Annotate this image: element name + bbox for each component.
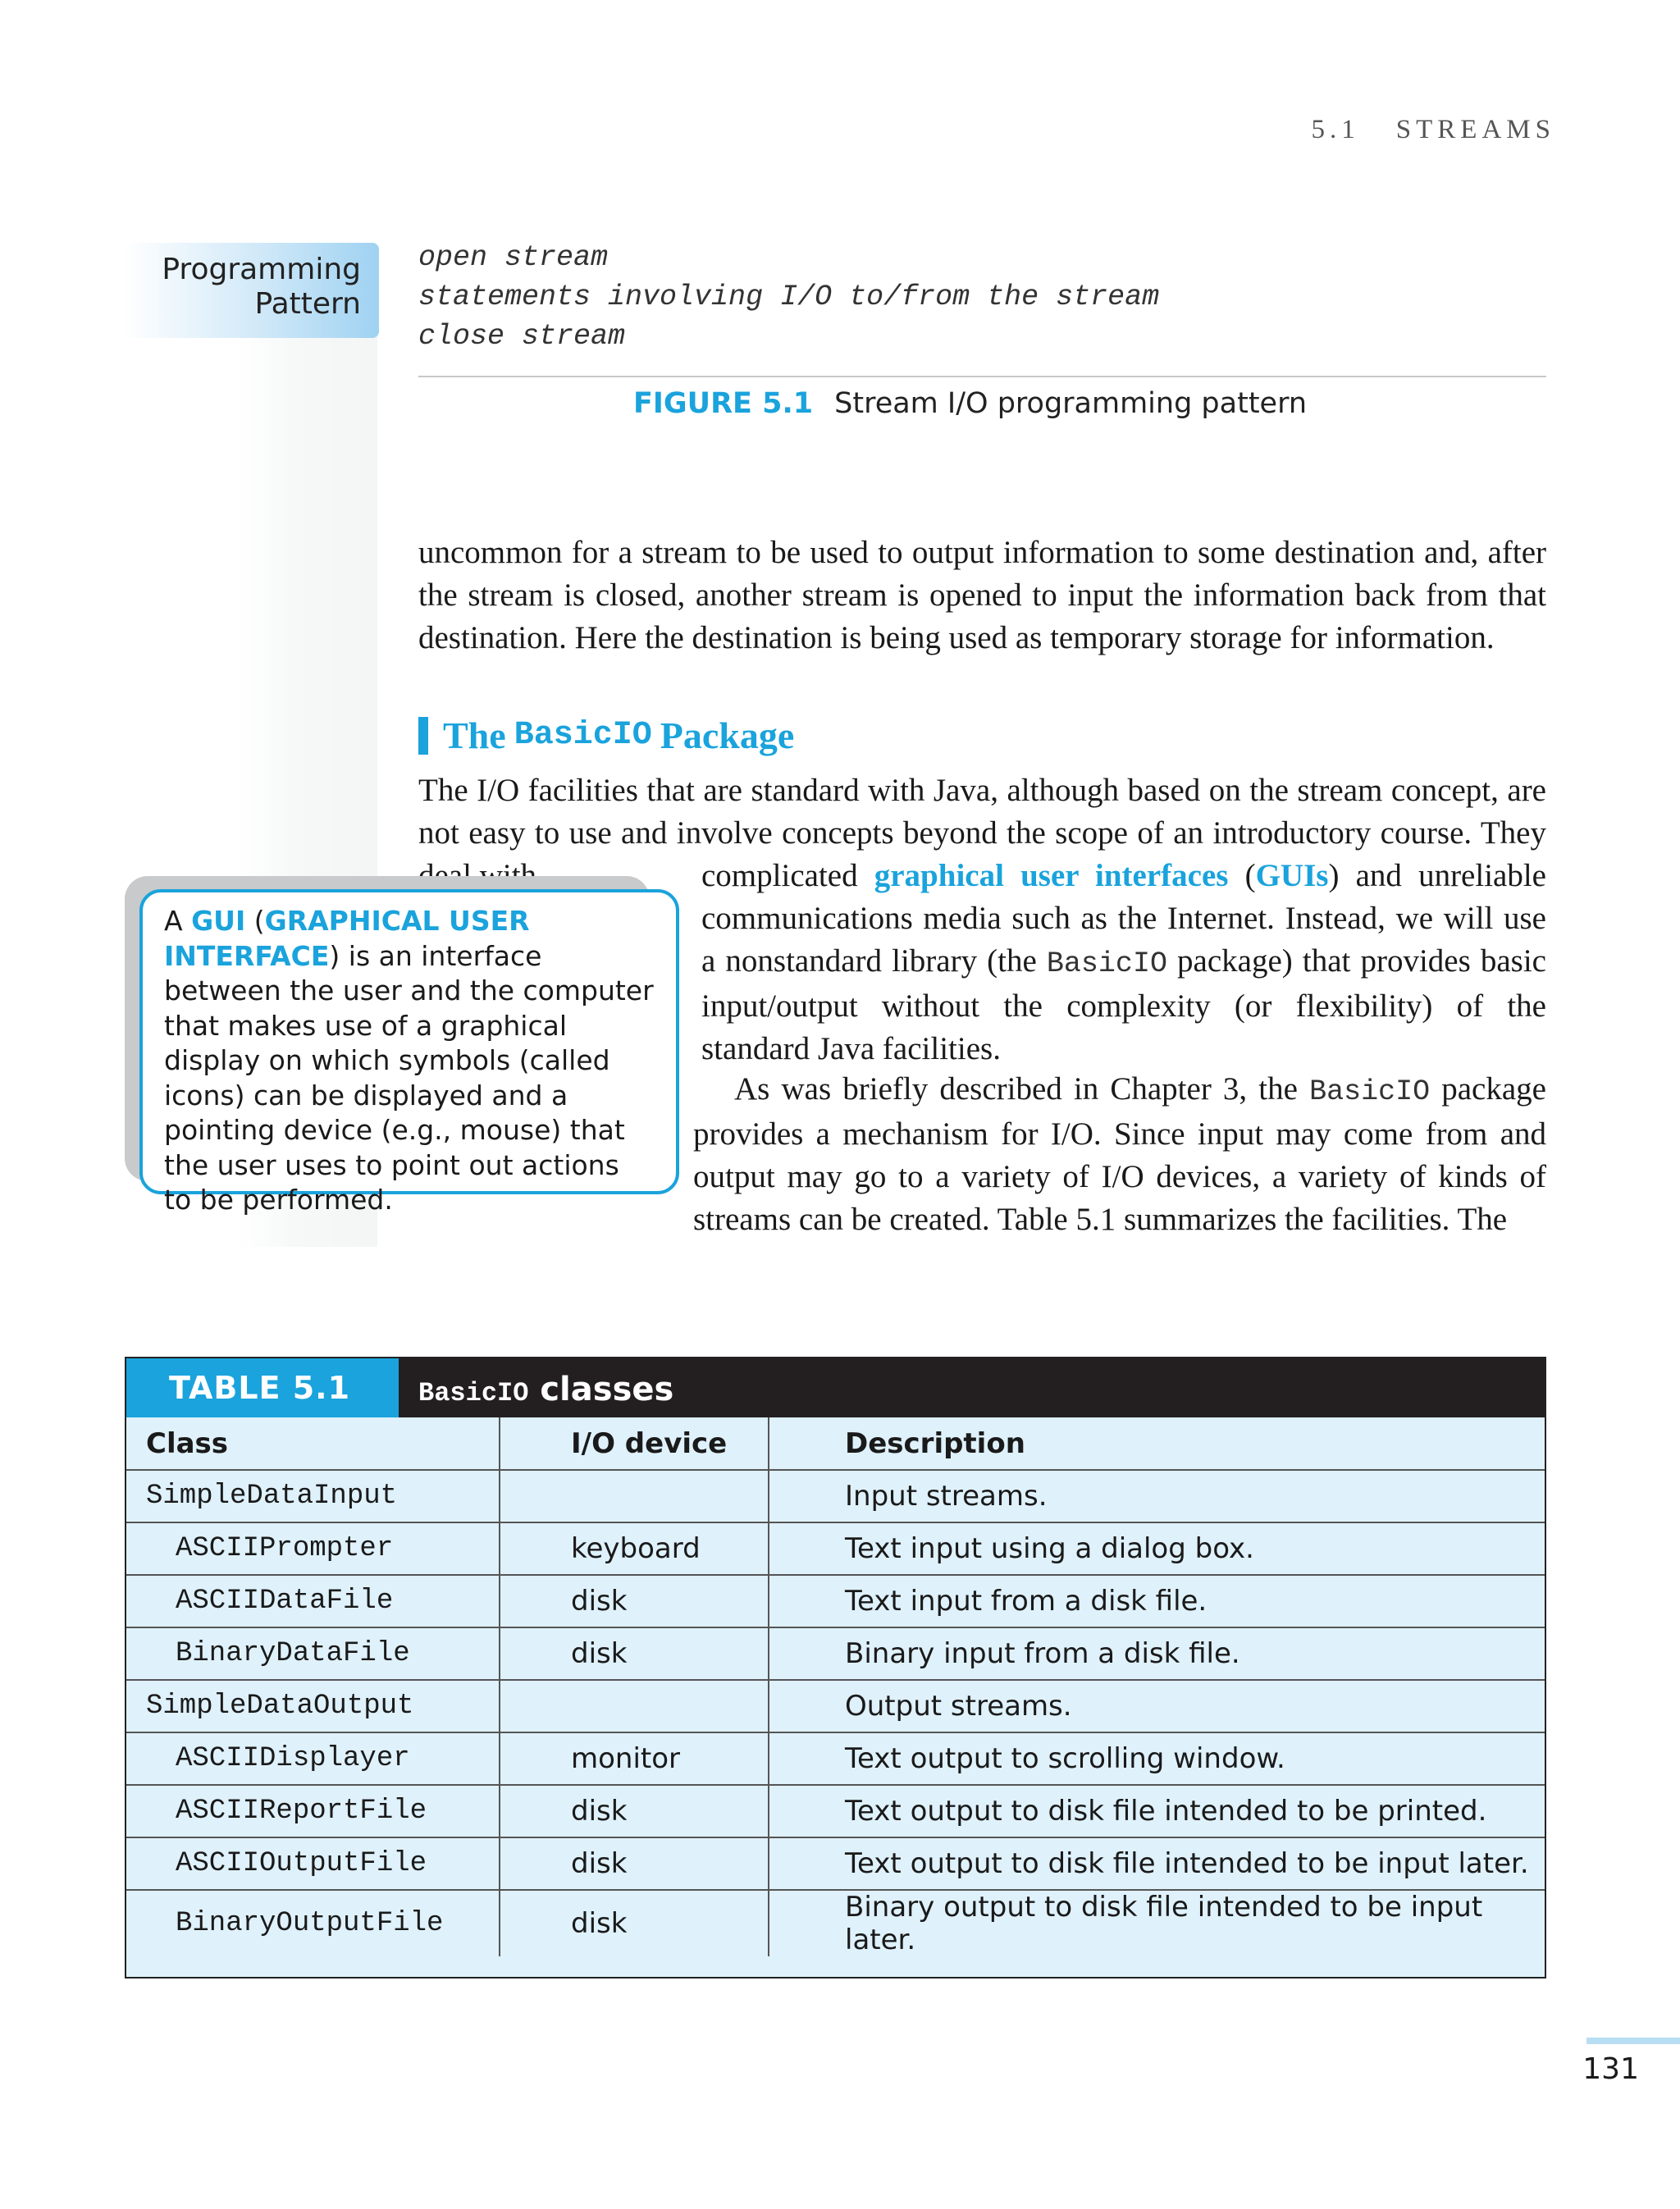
cell-description: Text input using a dialog box. <box>769 1522 1545 1575</box>
figure-number: FIGURE 5.1 <box>633 387 814 420</box>
cell-device: disk <box>500 1837 769 1890</box>
table-row <box>126 1627 1545 1680</box>
section-heading <box>418 714 794 757</box>
pattern-code-block <box>418 238 1159 356</box>
table-title <box>418 1358 673 1417</box>
cell-description: Text input from a disk file. <box>769 1575 1545 1627</box>
table-row <box>126 1522 1545 1575</box>
inline-code-basicio: BasicIO <box>1046 947 1167 980</box>
cell-class: ASCIIDataFile <box>126 1575 500 1627</box>
cell-description: Binary input from a disk file. <box>769 1627 1545 1680</box>
cell-description: Text output to disk file intended to be printed. <box>769 1785 1545 1837</box>
column-header-class: Class <box>126 1417 500 1470</box>
heading-code: BasicIO <box>514 717 652 754</box>
para3-pre: As was briefly described in Chapter 3, the <box>734 1071 1310 1107</box>
table-row <box>126 1890 1545 1956</box>
table-row <box>126 1785 1545 1837</box>
body-paragraph-2a: The I/O facilities that are standard with Java, although based on the stream concept, are not easy to use and involve concepts beyond the scope of an introductory course. They <box>418 773 1546 851</box>
table-title-code: BasicIO <box>418 1378 529 1408</box>
table-row <box>126 1680 1545 1732</box>
table-row <box>126 1837 1545 1890</box>
cell-class: BinaryOutputFile <box>126 1890 500 1956</box>
table-row <box>126 1575 1545 1627</box>
para2-paren: ( <box>1228 858 1256 893</box>
cell-description: Text output to scrolling window. <box>769 1732 1545 1785</box>
cell-device: keyboard <box>500 1522 769 1575</box>
programming-pattern-tag <box>123 243 379 338</box>
cell-device: disk <box>500 1627 769 1680</box>
body-paragraph-3 <box>693 1068 1546 1241</box>
para2-mid: ) and unreliable communications media such as the Internet. Instead, we will use a nonstandard library (the <box>701 858 1546 979</box>
note-body: ) is an interface between the user and the computer that makes use of a graphical display on which symbols (called icons) can be displayed and a pointing device (e.g., mouse) that the user uses to point out actions to be performed. <box>164 939 654 1216</box>
running-head <box>1312 115 1555 145</box>
gui-definition-note <box>139 889 679 1216</box>
pattern-code-line: statements involving I/O to/from the stream <box>418 281 1160 313</box>
cell-device: monitor <box>500 1732 769 1785</box>
cell-class: ASCIIOutputFile <box>126 1837 500 1890</box>
pattern-code-line: close stream <box>418 320 626 353</box>
cell-device <box>500 1680 769 1732</box>
cell-class: ASCIIPrompter <box>126 1522 500 1575</box>
page-number: 131 <box>1582 2052 1639 2086</box>
note-term-gui: GUI <box>191 905 246 937</box>
table-label: TABLE 5.1 <box>126 1358 399 1417</box>
pattern-label-line1: Programming <box>162 253 361 286</box>
body-paragraph-2b <box>701 855 1546 1070</box>
running-head-section: 5.1 <box>1311 115 1360 144</box>
cell-device <box>500 1470 769 1522</box>
table-row <box>126 1732 1545 1785</box>
heading-bar <box>418 717 428 755</box>
cell-class: ASCIIReportFile <box>126 1785 500 1837</box>
cell-description: Binary output to disk file intended to be input later. <box>769 1890 1545 1956</box>
cell-class: ASCIIDisplayer <box>126 1732 500 1785</box>
figure-caption-text: Stream I/O programming pattern <box>834 387 1308 420</box>
cell-device: disk <box>500 1785 769 1837</box>
para3-post: package provides a mechanism for I/O. Since input may come from and output may go to a variety of I/O devices, a variety of kinds of streams can be created. Table 5.1 summarizes the facilities. The <box>693 1071 1546 1237</box>
cell-class: BinaryDataFile <box>126 1627 500 1680</box>
cell-description: Input streams. <box>769 1470 1545 1522</box>
inline-code-basicio: BasicIO <box>1309 1075 1431 1108</box>
table-5-1 <box>125 1357 1546 1979</box>
table-header-row <box>126 1417 1545 1470</box>
pattern-label-line2: Pattern <box>254 287 361 321</box>
cell-description: Text output to disk file intended to be input later. <box>769 1837 1545 1890</box>
cell-class: SimpleDataOutput <box>126 1680 500 1732</box>
cell-device: disk <box>500 1575 769 1627</box>
page-number-bar <box>1586 2038 1680 2044</box>
figure-caption <box>633 387 1307 420</box>
body-paragraph-1: uncommon for a stream to be used to output information to some destination and, after the stream is closed, another stream is opened to input the information back from that destination. Here the destination is being used as temporary storage for information. <box>418 535 1546 655</box>
note-term-graphical-user-interface: GRAPHICAL USER INTERFACE <box>164 905 530 972</box>
running-head-title: STREAMS <box>1395 115 1555 144</box>
pattern-code-line: open stream <box>418 241 609 274</box>
note-paren: ( <box>245 905 265 937</box>
heading-prefix: The <box>443 714 506 756</box>
figure-divider <box>418 376 1546 377</box>
column-header-description: Description <box>769 1417 1545 1470</box>
cell-device: disk <box>500 1890 769 1956</box>
table-title-text: classes <box>528 1371 674 1408</box>
term-guis: GUIs <box>1255 858 1329 893</box>
heading-suffix: Package <box>660 714 795 756</box>
para2-pre: complicated <box>701 858 874 893</box>
cell-description: Output streams. <box>769 1680 1545 1732</box>
table-row <box>126 1470 1545 1522</box>
para2-post: package) that provides basic input/output without the complexity (or flexibility) of the standard Java facilities. <box>701 943 1546 1066</box>
term-graphical-user-interfaces: graphical user interfaces <box>874 858 1229 893</box>
column-header-device: I/O device <box>500 1417 769 1470</box>
cell-class: SimpleDataInput <box>126 1470 500 1522</box>
note-pre: A <box>164 905 192 937</box>
basicio-classes-table <box>126 1417 1545 1956</box>
